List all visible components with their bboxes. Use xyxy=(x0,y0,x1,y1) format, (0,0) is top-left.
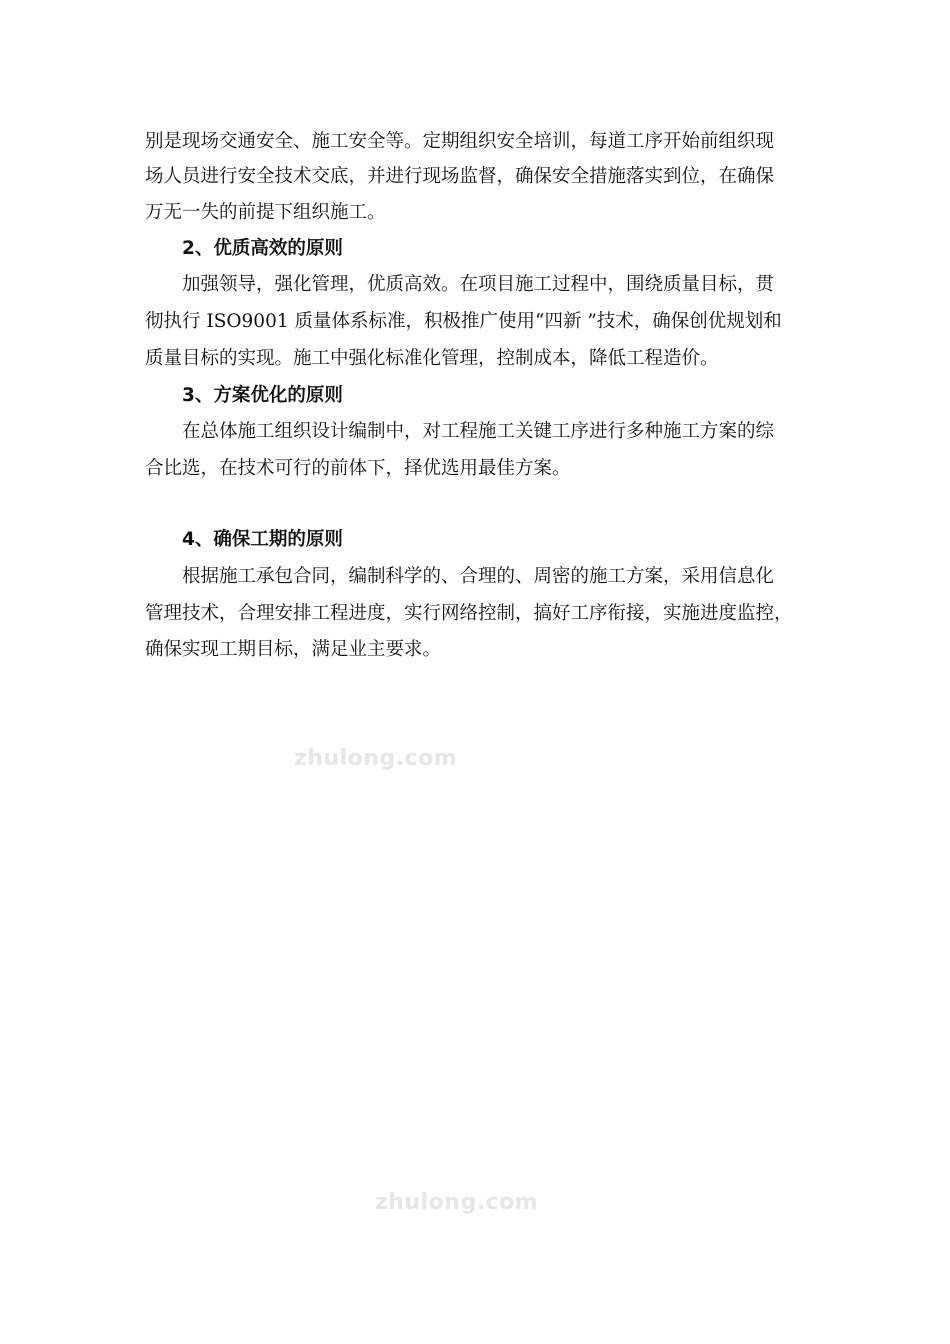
paragraph-line: 在总体施工组织设计编制中，对工程施工关键工序进行多种施工方案的综 xyxy=(182,421,775,442)
section-heading: 4、确保工期的原则 xyxy=(182,529,343,550)
paragraph-line: 质量目标的实现。施工中强化标准化管理，控制成本，降低工程造价。 xyxy=(145,348,719,369)
paragraph-line: 彻执行 ISO9001 质量体系标准，积极推广使用“四新 ”技术，确保创优规划和 xyxy=(145,311,782,332)
paragraph-line: 别是现场交通安全、施工安全等。定期组织安全培训，每道工序开始前组织现 xyxy=(145,131,775,152)
watermark: zhulong.com xyxy=(375,1190,539,1215)
paragraph-line: 管理技术，合理安排工程进度，实行网络控制，搞好工序衔接，实施进度监控， xyxy=(145,603,793,624)
paragraph-line: 确保实现工期目标，满足业主要求。 xyxy=(145,639,442,660)
paragraph-line: 合比选，在技术可行的前体下，择优选用最佳方案。 xyxy=(145,458,571,479)
paragraph-line: 场人员进行安全技术交底，并进行现场监督，确保安全措施落实到位，在确保 xyxy=(145,166,775,187)
paragraph-line: 万无一失的前提下组织施工。 xyxy=(145,202,386,223)
section-heading: 3、方案优化的原则 xyxy=(182,385,343,406)
paragraph-line: 加强领导，强化管理，优质高效。在项目施工过程中，围绕质量目标，贯 xyxy=(182,274,775,295)
section-heading: 2、优质高效的原则 xyxy=(182,238,343,259)
watermark: zhulong.com xyxy=(294,746,458,771)
paragraph-line: 根据施工承包合同，编制科学的、合理的、周密的施工方案，采用信息化 xyxy=(182,566,775,587)
